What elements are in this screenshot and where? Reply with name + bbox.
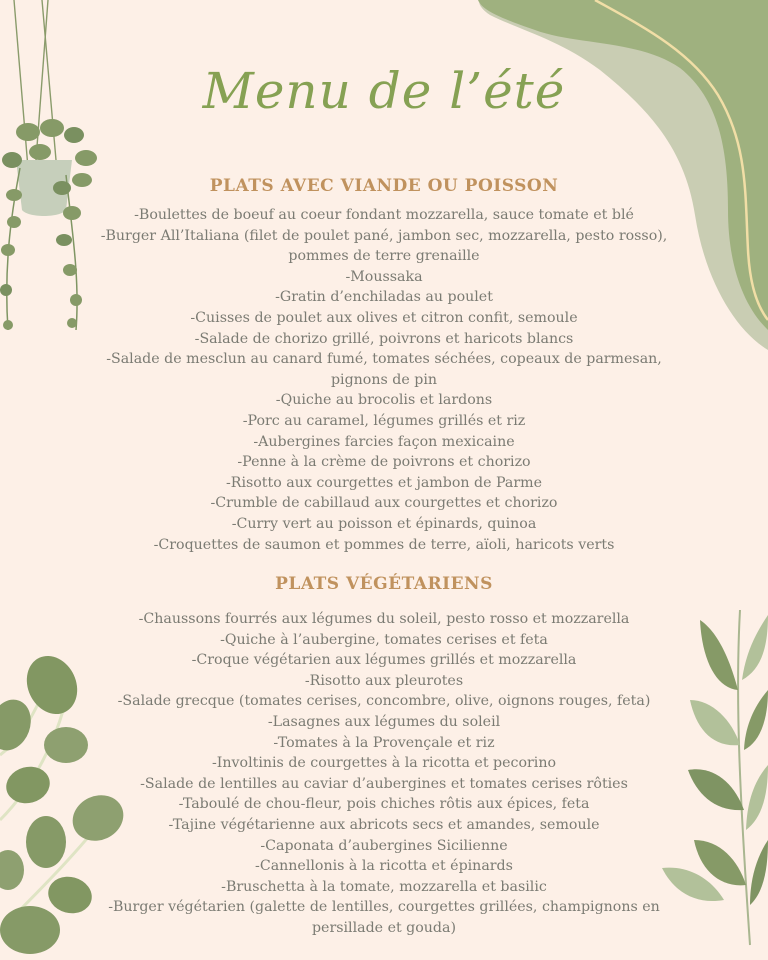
- list-item: -Curry vert au poisson et épinards, quinoa: [231, 515, 537, 532]
- list-item: -Cuisses de poulet aux olives et citron confit, semoule: [190, 309, 578, 326]
- list-item: -Tomates à la Provençale et riz: [273, 734, 495, 751]
- list-item: -Gratin d’enchiladas au poulet: [275, 289, 493, 306]
- section-heading-meat-fish: PLATS AVEC VIANDE OU POISSON: [209, 176, 559, 196]
- list-item: -Caponata d’aubergines Sicilienne: [260, 837, 508, 854]
- vegetarian-dish-list: [84, 609, 684, 939]
- list-item: -Croquettes de saumon et pommes de terre, aïoli, haricots verts: [153, 536, 615, 553]
- list-item: -Moussaka: [345, 268, 423, 285]
- list-item: -Cannellonis à la ricotta et épinards: [255, 858, 513, 875]
- meat-fish-dish-list: [84, 205, 684, 555]
- menu-title: Menu de l’été: [202, 62, 566, 120]
- list-item: -Risotto aux pleurotes: [304, 672, 464, 689]
- list-item: -Crumble de cabillaud aux courgettes et chorizo: [210, 495, 558, 512]
- list-item: -Boulettes de boeuf au coeur fondant mozzarella, sauce tomate et blé: [134, 207, 634, 223]
- list-item: -Quiche à l’aubergine, tomates cerises et feta: [220, 631, 548, 648]
- list-item: -Salade de lentilles au caviar d’aubergines et tomates cerises rôties: [140, 775, 628, 792]
- list-item: -Porc au caramel, légumes grillés et riz: [242, 412, 526, 429]
- list-item: -Quiche au brocolis et lardons: [275, 392, 493, 409]
- list-item: -Burger All’Italiana (filet de poulet pané, jambon sec, mozzarella, pesto rosso), pommes de terre grenaille: [100, 227, 668, 265]
- list-item: -Taboulé de chou-fleur, pois chiches rôtis aux épices, feta: [178, 796, 590, 813]
- list-item: -Salade de chorizo grillé, poivrons et haricots blancs: [194, 330, 574, 347]
- list-item: -Salade de mesclun au canard fumé, tomates séchées, copeaux de parmesan, pignons de pin: [106, 351, 662, 388]
- list-item: -Involtinis de courgettes à la ricotta et pecorino: [211, 755, 557, 772]
- list-item: -Salade grecque (tomates cerises, concombre, olive, oignons rouges, feta): [117, 693, 651, 710]
- list-item: -Penne à la crème de poivrons et chorizo: [237, 454, 531, 471]
- list-item: -Chaussons fourrés aux légumes du soleil, pesto rosso et mozzarella: [138, 611, 630, 627]
- list-item: -Croque végétarien aux légumes grillés et mozzarella: [191, 652, 577, 669]
- list-item: -Tajine végétarienne aux abricots secs et amandes, semoule: [168, 816, 600, 833]
- list-item: -Bruschetta à la tomate, mozzarella et basilic: [221, 878, 547, 895]
- hanging-plant-icon: [0, 0, 97, 330]
- section-heading-vegetarian: PLATS VÉGÉTARIENS: [275, 574, 493, 594]
- list-item: -Lasagnes aux légumes du soleil: [267, 713, 501, 730]
- list-item: -Risotto aux courgettes et jambon de Parme: [225, 474, 543, 491]
- list-item: -Aubergines farcies façon mexicaine: [253, 433, 515, 450]
- list-item: -Burger végétarien (galette de lentilles, courgettes grillées, champignons en persillade et gouda): [108, 899, 660, 936]
